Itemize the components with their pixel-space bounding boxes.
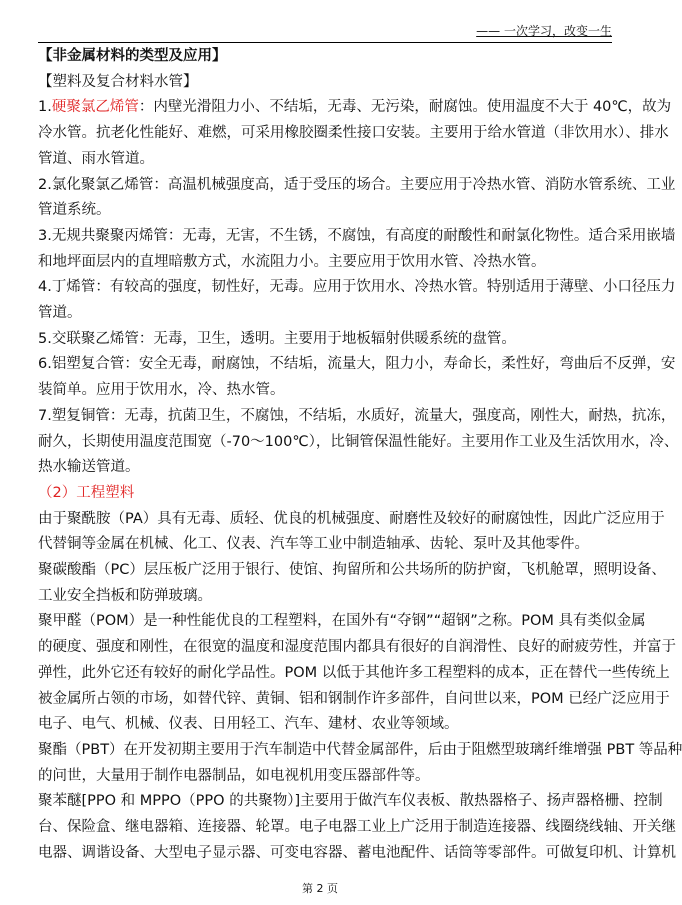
paragraph-item2: [38, 173, 676, 224]
paragraph-pbt: [38, 738, 682, 789]
paragraph-line: 的问世，大量用于制作电器制品，如电视机用变压器部件等。: [38, 767, 430, 784]
paragraph-line: 7.塑复铜管：无毒，抗菌卫生，不腐蚀，不结垢，水质好，流量大，强度高，刚性大，耐热，抗冻，: [38, 407, 676, 424]
paragraph-item5: [38, 327, 612, 353]
paragraph-line: 电器、调谐设备、大型电子显示器、可变电容器、蓄电池配件、话筒等零部件。可做复印机、计算机: [38, 844, 676, 861]
paragraph-line: 电子、电气、机械、仪表、日用轻工、汽车、建材、农业等领域。: [38, 716, 459, 733]
paragraph-line: 聚苯醚[PPO 和 MPPO（PPO 的共聚物）]主要用于做汽车仪表板、散热器格子、扬声器格栅、控制: [38, 793, 663, 810]
section-title: 【非金属材料的类型及应用】: [38, 48, 227, 64]
item1-text: ：内壁光滑阻力小、不结垢，无毒、无污染，耐腐蚀。使用温度不大于 40℃，故为: [138, 99, 672, 116]
paragraph-line: 弹性，此外它还有较好的耐化学品性。POM 以低于其他许多工程塑料的成本，正在替代一些传统上: [38, 664, 670, 681]
paragraph-line: 冷水管。抗老化性能好、难燃，可采用橡胶圈柔性接口安装。主要用于给水管道（非饮用水）、排水: [38, 125, 669, 142]
document-body: [38, 44, 682, 867]
item1-name: 硬聚氯乙烯管: [51, 99, 139, 116]
paragraph-line: 5.交联聚乙烯管：无毒，卫生，透明。主要用于地板辐射供暖系统的盘管。: [38, 330, 516, 347]
paragraph-line: 装简单。应用于饮用水，冷、热水管。: [38, 382, 285, 399]
paragraph-line: 4.丁烯管：有较高的强度，韧性好，无毒。应用于饮用水、冷热水管。特别适用于薄壁、小口径压力: [38, 279, 676, 296]
paragraph-line: 聚甲醛（POM）是一种性能优良的工程塑料，在国外有“夺钢”“超钢”之称。POM 具有类似金属: [38, 613, 646, 630]
section2-heading: （2）工程塑料: [38, 484, 135, 501]
paragraph-line: 的硬度、强度和刚性，在很宽的温度和湿度范围内都具有很好的自润滑性、良好的耐疲劳性，并富于: [38, 639, 676, 656]
paragraph-pc: [38, 558, 666, 609]
paragraph-line: 和地坪面层内的直埋暗敷方式，水流阻力小。主要应用于饮用水管、冷热水管。: [38, 253, 546, 270]
paragraph-item6: [38, 352, 676, 403]
paragraph-line: 3.无规共聚聚丙烯管：无毒，无害，不生锈，不腐蚀，有高度的耐酸性和耐氯化物性。适合采用嵌墙: [38, 227, 676, 244]
paragraph-item3: [38, 224, 676, 275]
paragraph-item7: [38, 404, 679, 481]
paragraph-ppo: [38, 789, 676, 866]
item1-prefix: 1.: [38, 99, 52, 116]
paragraph-item4: [38, 275, 676, 326]
paragraph-line: 管道、雨水管道。: [38, 150, 154, 167]
item1-line1: [38, 95, 672, 121]
paragraph-line: 代替铜等金属在机械、化工、仪表、汽车等工业中制造轴承、齿轮、泵叶及其他零件。: [38, 536, 589, 553]
paragraph-line: 聚酯（PBT）在开发初期主要用于汽车制造中代替金属部件，后由于阻燃型玻璃纤维增强 PBT 等品种: [38, 741, 682, 758]
paragraph-line: 6.铝塑复合管：安全无毒，耐腐蚀，不结垢，流量大，阻力小，寿命长，柔性好，弯曲后不反弹，安: [38, 356, 676, 373]
paragraph-line: 聚碳酸酯（PC）层压板广泛用于银行、使馆、拘留所和公共场所的防护窗，飞机舱罩，照明设备、: [38, 562, 666, 579]
paragraph-line: 由于聚酰胺（PA）具有无毒、质轻、优良的机械强度、耐磨性及较好的耐腐蚀性，因此广泛应用于: [38, 510, 665, 527]
paragraph-line: 管道。: [38, 305, 82, 322]
paragraph-line: 管道系统。: [38, 202, 111, 219]
paragraph-line: 耐久，长期使用温度范围宽（-70～100℃），比铜管保温性能好。主要用作工业及生活饮用水，冷、: [38, 433, 679, 450]
paragraph-pa: [38, 507, 665, 558]
paragraph-item1: [38, 95, 672, 172]
paragraph-line: 被金属所占领的市场，如替代锌、黄铜、铝和钢制作许多部件，自问世以来，POM 已经广泛应用于: [38, 690, 670, 707]
paragraph-line: 热水输送管道。: [38, 459, 140, 476]
paragraph-line: 2.氯化聚氯乙烯管：高温机械强度高，适于受压的场合。主要应用于冷热水管、消防水管系统、工业: [38, 176, 676, 193]
paragraph-line: 台、保险盒、继电器箱、连接器、轮罩。电子电器工业上广泛用于制造连接器、线圈绕线轴、开关继: [38, 819, 676, 836]
page-number: 第 2 页: [302, 882, 338, 895]
paragraph-line: 工业安全挡板和防弹玻璃。: [38, 587, 212, 604]
header-motto: —— 一次学习，改变一生: [476, 24, 612, 38]
subsection-title: 【塑料及复合材料水管】: [38, 73, 198, 90]
page-header: [38, 22, 612, 43]
paragraph-pom: [38, 609, 676, 738]
